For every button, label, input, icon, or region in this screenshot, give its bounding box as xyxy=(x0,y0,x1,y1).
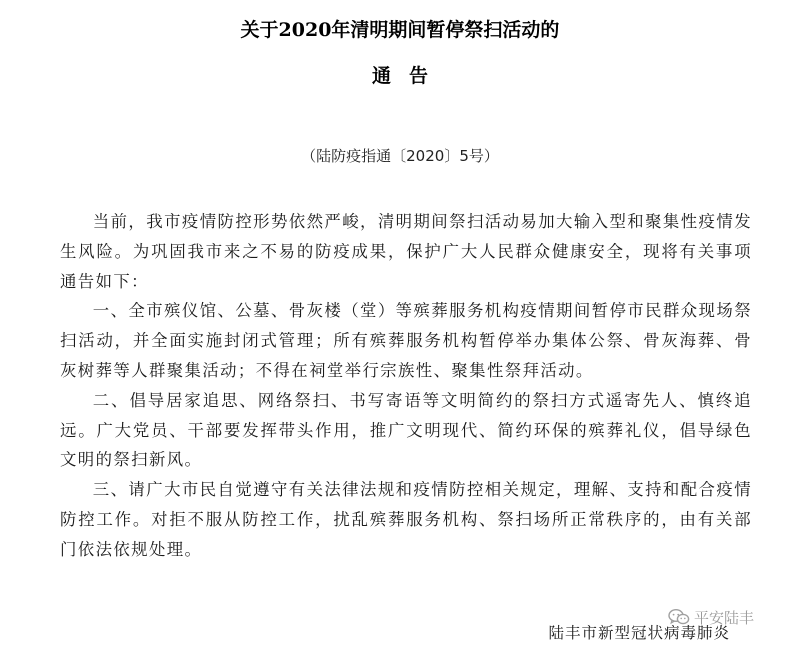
notice-title-line2: 通告 xyxy=(371,65,446,87)
issuer-signature: 陆丰市新型冠状病毒肺炎 xyxy=(548,624,730,642)
notice-title-line1: 关于2020年清明期间暂停祭扫活动的 xyxy=(240,19,560,41)
item-two-paragraph: 二、倡导居家追思、网络祭扫、书写寄语等文明简约的祭扫方式遥寄先人、慎终追远。广大党员、干部要发挥带头作用，推广文明现代、简约环保的殡葬礼仪，倡导绿色文明的祭扫新风。 xyxy=(60,390,752,470)
notice-body xyxy=(60,207,752,565)
item-three-paragraph: 三、请广大市民自觉遵守有关法律法规和疫情防控相关规定，理解、支持和配合疫情防控工作。对拒不服从防控工作，扰乱殡葬服务机构、祭扫场所正常秩序的，由有关部门依法依规处理。 xyxy=(60,480,752,559)
watermark-text: 平安陆丰 xyxy=(694,608,755,627)
intro-paragraph: 当前，我市疫情防控形势依然严峻，清明期间祭扫活动易加大输入型和聚集性疫情发生风险。为巩固我市来之不易的防疫成果，保护广大人民群众健康安全，现将有关事项通告如下： xyxy=(60,212,752,291)
document-number: （陆防疫指通〔2020〕5号） xyxy=(301,147,499,165)
item-one-paragraph: 一、全市殡仪馆、公墓、骨灰楼（堂）等殡葬服务机构疫情期间暂停市民群众现场祭扫活动，并全面实施封闭式管理；所有殡葬服务机构暂停举办集体公祭、骨灰海葬、骨灰树葬等人群聚集活动；不得在祠堂举行宗族性、聚集性祭拜活动。 xyxy=(60,301,752,380)
